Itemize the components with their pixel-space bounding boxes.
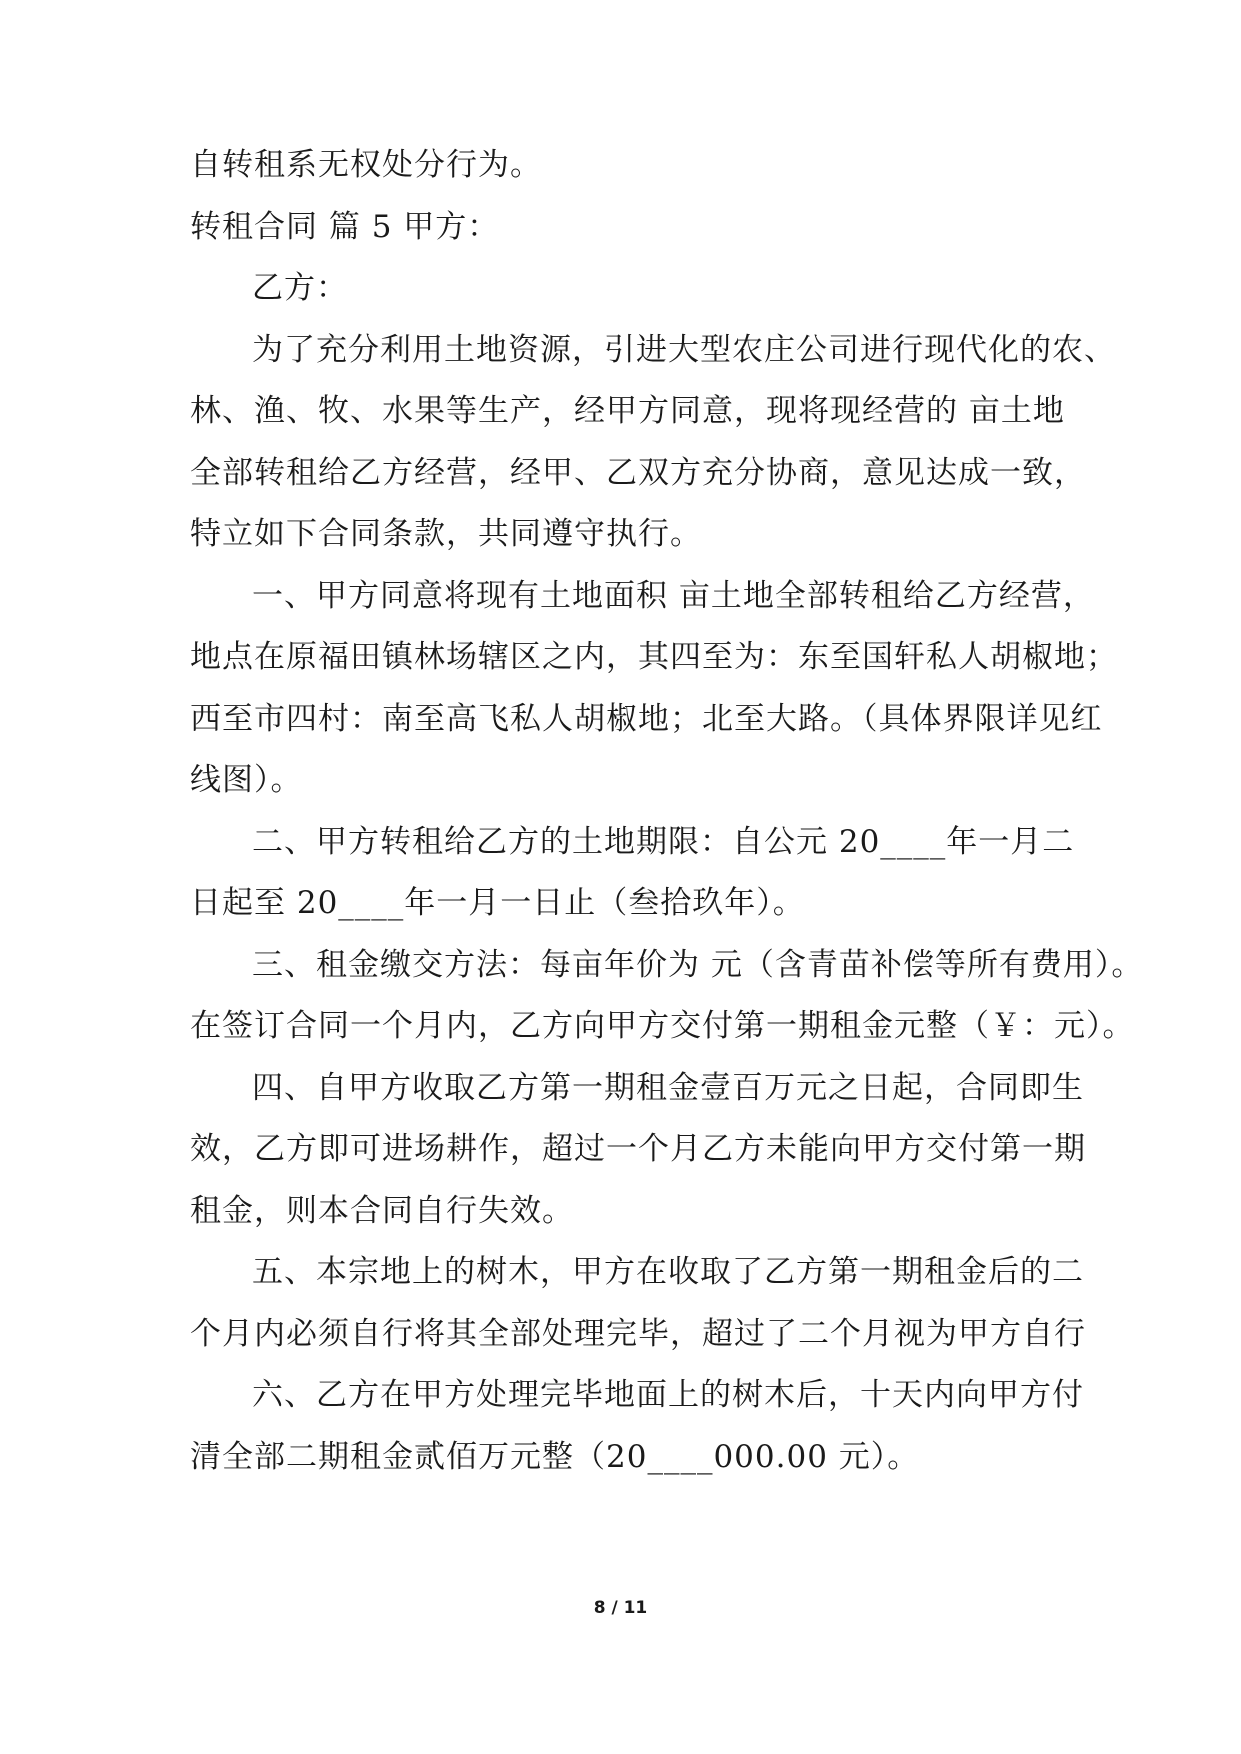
paragraph-line: 五、本宗地上的树木，甲方在收取了乙方第一期租金后的二 [252,1254,1084,1290]
text-line: 乙方： [252,270,348,306]
section-heading: 转租合同 篇 5 甲方： [190,209,500,245]
paragraph-line: 地点在原福田镇林场辖区之内，其四至为：东至国轩私人胡椒地； [190,639,1118,675]
paragraph-line: 个月内必须自行将其全部处理完毕，超过了二个月视为甲方自行 [190,1316,1086,1352]
paragraph-line: 三、租金缴交方法：每亩年价为 元（含青苗补偿等所有费用）。 [252,947,1144,983]
paragraph-line: 四、自甲方收取乙方第一期租金壹百万元之日起，合同即生 [252,1070,1084,1106]
paragraph-line: 清全部二期租金贰佰万元整（20____000.00 元）。 [190,1439,920,1475]
paragraph-line: 效，乙方即可进场耕作，超过一个月乙方未能向甲方交付第一期 [190,1131,1086,1167]
paragraph-line: 特立如下合同条款，共同遵守执行。 [190,516,702,552]
paragraph-line: 线图）。 [190,762,303,798]
page-number: 8 / 11 [593,1598,648,1618]
paragraph-line: 六、乙方在甲方处理完毕地面上的树木后，十天内向甲方付 [252,1377,1084,1413]
text-line: 自转租系无权处分行为。 [190,147,542,183]
paragraph-line: 全部转租给乙方经营，经甲、乙双方充分协商，意见达成一致， [190,455,1086,491]
paragraph-line: 一、甲方同意将现有土地面积 亩土地全部转租给乙方经营， [252,578,1095,614]
paragraph-line: 日起至 20____年一月一日止（叁拾玖年）。 [190,885,805,921]
paragraph-line: 为了充分利用土地资源，引进大型农庄公司进行现代化的农、 [252,332,1116,368]
paragraph-line: 在签订合同一个月内，乙方向甲方交付第一期租金元整（￥：元）。 [190,1008,1135,1044]
paragraph-line: 西至市四村：南至高飞私人胡椒地；北至大路。（具体界限详见红 [190,701,1103,737]
paragraph-line: 二、甲方转租给乙方的土地期限：自公元 20____年一月二 [252,824,1075,860]
paragraph-line: 林、渔、牧、水果等生产，经甲方同意，现将现经营的 亩土地 [190,393,1065,429]
paragraph-line: 租金，则本合同自行失效。 [190,1193,574,1229]
